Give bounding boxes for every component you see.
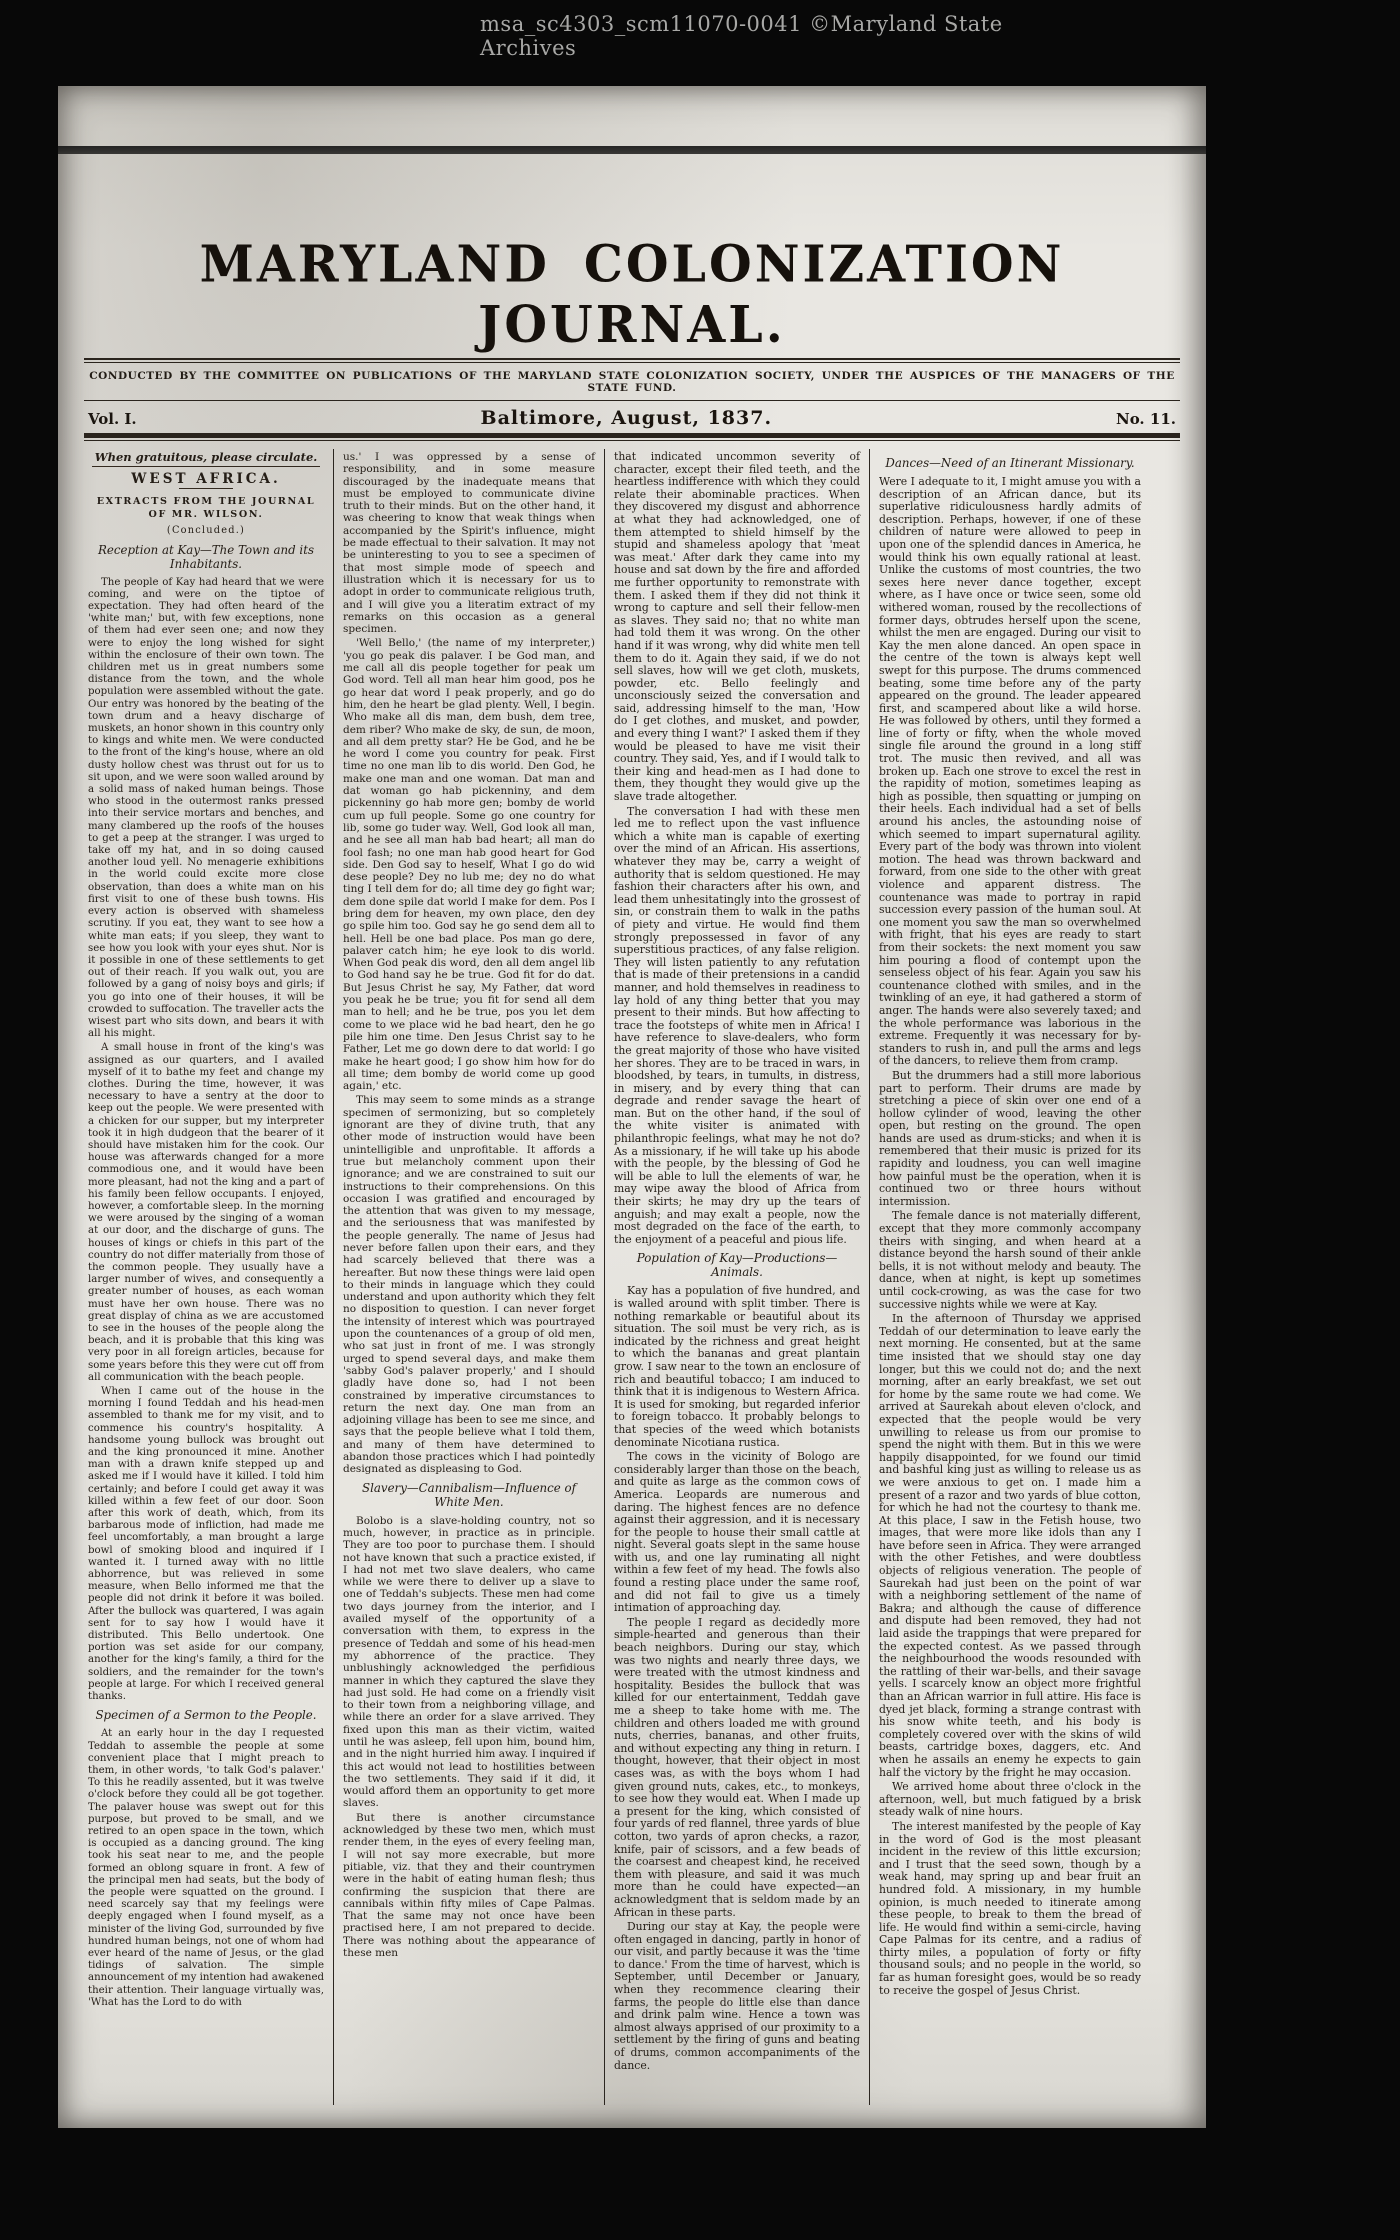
paragraph: The female dance is not materially different, except that they more commonly accompany theirs with singing, and when heard at a distance beyond the harsh sound of their ankle bells, it is not without melody and beauty. The dance, when at night, is kept up sometimes until cock-crowing, as was the case for two successive nights while we were at Kay. (879, 1209, 1141, 1311)
dateline-rule-heavy (84, 433, 1180, 438)
column-area (88, 449, 1180, 2105)
section-short-rule (179, 488, 233, 489)
column-3 (605, 449, 869, 2105)
issue-number: No. 11. (1115, 410, 1176, 428)
paragraph: We arrived home about three o'clock in the afternoon, well, but much fatigued by a brisk steady walk of nine hours. (879, 1780, 1141, 1819)
masthead-rule-2 (84, 362, 1180, 363)
paragraph: During our stay at Kay, the people were often engaged in dancing, partly in honor of our visit, and partly because it was the 'time to dance.' From the time of harvest, which is September, until December or January, when they recommence clearing their farms, the people do little else than dance and drink palm wine. Hence a town was almost always apprised of our proximity to a settlement by the firing of guns and beating of drums, common accompaniments of the dance. (614, 1920, 860, 2072)
column-4 (870, 449, 1141, 2105)
paragraph: But there is another circumstance acknowledged by these two men, which must render them, in the eyes of every feeling man, I will not say more execrable, but more pitiable, viz. that they and their countrymen were in the habit of eating human flesh; thus confirming the suspicion that there are cannibals within fifty miles of Cape Palmas. That the same may not once have been practised here, I am not prepared to decide. There was nothing about the appearance of these men (343, 1811, 595, 1960)
paragraph: us.' I was oppressed by a sense of responsibility, and in some measure discouraged by the inadequate means that must be employed to communicate divine truth to their minds. But on the other hand, it was cheering to know that weak things when accompanied by the Spirit's influence, might be made effectual to their salvation. It may not be uninteresting to you to see a specimen of that most simple mode of speech and illustration which it is necessary for us to adopt in order to communicate religious truth, and I will give you a literatim extract of my remarks on this occasion as a general specimen. (343, 451, 595, 636)
archive-watermark: msa_sc4303_scm11070-0041 ©Maryland State Archives (480, 12, 1003, 60)
masthead-rule (84, 358, 1180, 360)
volume-label: Vol. I. (88, 410, 137, 428)
paragraph: that indicated uncommon severity of character, except their filed teeth, and the heartless indifference with which they could relate their abominable practices. When they discovered my disgust and abhorrence at what they had acknowledged, one of them attempted to shield himself by the stupid and shameless apology that 'meat was meat.' After dark they came into my house and sat down by the fire and afforded me further opportunity to remonstrate with them. I asked them if they did not think it wrong to capture and sell their fellow-men as slaves. They said no; that no white man had told them it was wrong. On the other hand if it was wrong, why did white men tell them to do it. Again they said, if we do not sell slaves, how will we get cloth, muskets, powder, etc. Bello feelingly and unconsciously seized the conversation and said, addressing himself to the man, 'How do I get clothes, and musket, and powder, and every thing I want?' I asked them if they would be pleased to have me visit their country. They said, Yes, and if I would talk to their king and head-men as I had done to them, they thought they would give up the slave trade altogether. (614, 450, 860, 804)
paragraph: The interest manifested by the people of Kay in the word of God is the most pleasant incident in the review of this little excursion; and I trust that the seed sown, though by a weak hand, may spring up and bear fruit an hundred fold. A missionary, in my humble opinion, is much needed to itinerate among these people, to break to them the bread of life. He would find within a semi-circle, having Cape Palmas for its centre, and a radius of thirty miles, a population of forty or fifty thousand souls; and no people in the world, so far as human foresight goes, would be so ready to receive the gospel of Jesus Christ. (879, 1819, 1141, 1997)
heading-slavery-cannibalism: Slavery—Cannibalism—Influence of White Men. (362, 1480, 576, 1509)
dateline-rule-top (84, 400, 1180, 401)
paragraph: The conversation I had with these men led me to reflect upon the vast influence which a white man is capable of exerting over the mind of an African. His assertions, whatever they may be, carry a weight of authority that is seldom questioned. He may fashion their characters after his own, and lead them unhesitatingly into the grossest of sin, or constrain them to walk in the paths of piety and virtue. He would find them strongly prepossessed in favor of any superstitious practices, of any false religion. They will listen patiently to any refutation that is made of their pretensions in a candid manner, and hold themselves in readiness to lay hold of any thing better that you may present to their minds. But how affecting to trace the footsteps of white men in Africa! I have reference to slave-dealers, who form the great majority of those who have visited her shores. They are to be traced in wars, in bloodshed, by tears, in tumults, in distress, in misery, and by every thing that can degrade and render savage the heart of man. But on the other hand, if the soul of the white visiter is animated with philanthropic feelings, what may he not do? As a missionary, if he will take up his abode with the people, by the blessing of God he will be able to lull the elements of war, he may wipe away the blood of Africa from their skirts; he may dry up the tears of anguish; and may exalt a people, now the most degraded on the face of the earth, to the enjoyment of a peaceful and pious life. (614, 804, 860, 1246)
paragraph: This may seem to some minds as a strange specimen of sermonizing, but so completely ignorant are they of divine truth, that any other mode of instruction would have been unintelligible and unprofitable. It affords a true but melancholy comment upon their ignorance; and we are constrained to suit our instructions to their comprehensions. On this occasion I was gratified and encouraged by the attention that was given to my message, and the seriousness that was manifested by the people generally. The name of Jesus had never before fallen upon their ears, and they had scarcely believed that there was a hereafter. But now these things were laid open to their minds in language which they could understand and upon authority which they felt no disposition to question. I can never forget the intensity of interest which was pourtrayed upon the countenances of a group of old men, who sat just in front of me. I was strongly urged to spend several days, and make them 'sabby God's palaver properly,' and I should gladly have done so, had I not been constrained by imperative circumstances to return the next day. One man from an adjoining village has been to see me since, and says that the people believe what I told them, and many of them have determined to abandon those practices which I had pointedly designated as displeasing to God. (343, 1094, 595, 1476)
heading-population-of-kay: Population of Kay—Productions—Animals. (636, 1251, 838, 1280)
newspaper-page (58, 86, 1206, 2128)
dateline-rule-bottom (84, 440, 1180, 441)
paragraph: A small house in front of the king's was assigned as our quarters, and I availed myself of it to bathe my feet and change my clothes. During the time, however, it was necessary to have a sentry at the door to keep out the people. We were presented with a chicken for our supper, but my interpreter took it in high dudgeon that the bearer of it should have mistaken him for the cook. Our house was afterwards changed for a more commodious one, and it would have been more pleasant, had not the king and a part of his family been fellow occupants. I enjoyed, however, a comfortable sleep. In the morning we were aroused by the singing of a woman at our door, and the discharge of guns. The houses of kings or chiefs in this part of the country do not differ materially from those of the common people. They usually have a larger number of wives, and consequently a greater number of houses, as each woman must have her own house. There was no great display of china as we are accustomed to see in the houses of the people along the beach, and it is probable that this king was very poor in all foreign articles, because for some years before this they were cut off from all communication with the beach people. (88, 1042, 324, 1383)
paragraph: When I came out of the house in the morning I found Teddah and his head-men assembled to thank me for my visit, and to commence his country's hospitality. A handsome young bullock was brought out and the king pronounced it mine. Another man with a drawn knife stepped up and asked me if I would have it killed. I told him certainly; and before I could get away it was killed within a few feet of our door. Soon after this work of death, which, from its barbarous mode of infliction, had made me feel uncomfortably, a man brought a large bowl of smoking blood and inquired if I wanted it. I turned away with no little abhorrence, but was relieved in some measure, when Bello informed me that the people did not drink it before it was boiled. After the bullock was quartered, I was again sent for to say how I would have it distributed. This Bello undertook. One portion was set aside for our company, another for the king's family, a third for the soldiers, and the remainder for the town's people at large. For which I received general thanks. (88, 1386, 324, 1703)
masthead-title: MARYLAND COLONIZATION JOURNAL. (199, 233, 1065, 355)
page-top-shadow (58, 146, 1206, 154)
paragraph: In the afternoon of Thursday we apprised Teddah of our determination to leave early the next morning. He consented, but at the same time insisted that we should stay one day longer, but this we could not do; and the next morning, after an early breakfast, we set out for home by the same route we had come. We arrived at Saurekah about eleven o'clock, and expected that the people would be very unwilling to release us from our promise to spend the night with them. But in this we were happily disappointed, for we found our timid and bashful king just as willing to release us as we were anxious to get on. I made him a present of a razor and two yards of blue cotton, for which he had not the courtesy to thank me. At this place, I saw in the Fetish house, two images, that were more like idols than any I have before seen in Africa. They were arranged with the other Fetishes, and were doubtless objects of religious veneration. The people of Saurekah had just been on the point of war with a neighboring settlement of the name of Bakra; and although the cause of difference and dispute had been removed, they had not laid aside the trappings that were prepared for the expected contest. As we passed through the neighbourhood the woods resounded with the rattling of their war-bells, and their savage yells. I scarcely know an object more frightful than an African warrior in full attire. His face is dyed jet black, forming a strange contrast with his snow white teeth, and his body is completely covered over with the skins of wild beasts, cartridge boxes, daggers, etc. And when he assails an enemy he expects to gain half the victory by the fright he may occasion. (879, 1312, 1141, 1779)
paragraph: Bolobo is a slave-holding country, not so much, however, in practice as in principle. They are too poor to purchase them. I should not have known that such a practice existed, if I had not met two slave dealers, who came while we were there to deliver up a slave to one of Teddah's subjects. These men had come two days journey from the interior, and I availed myself of the opportunity of a conversation with them, to express in the presence of Teddah and some of his head-men my abhorrence of the practice. They unblushingly acknowledged the perfidious manner in which they captured the slave they had just sold. He had come on a friendly visit to their town from a neighboring village, and while there an order for a slave arrived. They fixed upon this man as their victim, waited until he was asleep, fell upon him, bound him, and in the night hurried him away. I inquired if this act would not lead to hostilities between the two settlements. They said if it did, it would afford them an opportunity to get more slaves. (343, 1514, 595, 1810)
circulate-rule (92, 466, 320, 467)
heading-reception-at-kay: Reception at Kay—The Town and its Inhabitants. (98, 542, 314, 571)
paragraph: 'Well Bello,' (the name of my interpreter,) 'you go peak dis palaver. I be God man, and me call all dis people together for peak um God word. Tell all man hear him good, pos he go hear dat word I peak properly, and go do him, den he heart be glad plenty. Well, I begin. Who make all dis man, dem bush, dem tree, dem riber? Who make de sky, de sun, de moon, and all dem pretty star? He be God, and he be he word I come you country for peak. First time no one man lib to dis world. Den God, he make one man and one woman. Dat man and dat woman go hab pickenniny, and dem pickenniny go hab more gen; bomby de world cum up full people. Some go one country for lib, some go tuder way. Well, God look all man, and he see all man hab bad heart; all man do fool fash; no one man hab good heart for God side. Den God say to heself, What I go do wid dese people? Dey no lub me; dey no do what ting I tell dem for do; all time dey go fight war; dem done spile dat world I make for dem. Pos I bring dem for heaven, my own place, den dey go spile him too. God say he go send dem all to hell. Hell be one bad place. Pos man go dere, palaver catch him; he eye look to dis world. When God peak dis word, den all dem angel lib to God hand say he be true. God fit for do dat. But Jesus Christ he say, My Father, dat word you peak he be true; you fit for send all dem man to hell; and he be true, pos you let dem come to we place wid he bad heart, den he go pile him one time. Den Jesus Christ say to he Father, Let me go down dere to dat world: I go make he heart good; I go show him how for do all time; dem bomby de world come up good again,' etc. (343, 637, 595, 1093)
conducted-line: CONDUCTED BY THE COMMITTEE ON PUBLICATIONS OF THE MARYLAND STATE COLONIZATION SOCIETY, UNDER THE AUSPICES OF THE MANAGERS OF THE STATE FUND. (89, 370, 1175, 394)
column-1 (88, 449, 333, 2105)
circulate-note: When gratuitous, please circulate. (94, 450, 318, 464)
dateline-row (88, 407, 1176, 429)
paragraph: At an early hour in the day I requested Teddah to assemble the people at some convenient place that I might preach to them, in other words, 'to talk God's palaver.' To this he readily assented, but it was twelve o'clock before they could all be got together. The palaver house was swept out for this purpose, but proved to be small, and we retired to an open space in the town, which is occupied as a dancing ground. The king took his seat near to me, and the people formed an oblong square in front. A few of the principal men had seats, but the body of the people were squatted on the ground. I need scarcely say that my feelings were deeply engaged when I found myself, as a minister of the living God, surrounded by five hundred human beings, not one of whom had ever heard of the name of Jesus, or the glad tidings of salvation. The simple announcement of my intention had awakened their attention. Their language virtually was, 'What has the Lord to do with (88, 1728, 324, 2008)
paragraph: The cows in the vicinity of Bologo are considerably larger than those on the beach, and quite as large as the common cows of America. Leopards are numerous and daring. The highest fences are no defence against their aggression, and it is necessary for the people to house their small cattle at night. Several goats slept in the same house with us, and one lay ruminating all night within a few feet of my head. The fowls also found a resting place under the same roof, and did not fail to give us a timely intimation of approaching day. (614, 1450, 860, 1615)
concluded-note: (Concluded.) (166, 525, 246, 537)
paragraph: But the drummers had a still more laborious part to perform. Their drums are made by stretching a piece of skin over one end of a hollow cylinder of wood, leaving the other open, but resting on the ground. The open hands are used as drum-sticks; and when it is remembered that their music is prized for its rapidity and loudness, you can well imagine how painful must be the operation, when it is continued two or three hours without intermission. (879, 1068, 1141, 1208)
paragraph: Kay has a population of five hundred, and is walled around with split timber. There is nothing remarkable or beautiful about its situation. The soil must be very rich, as is indicated by the richness and great height to which the bananas and great plantain grow. I saw near to the town an enclosure of rich and beautiful tobacco; I am induced to think that it is indigenous to Western Africa. It is used for smoking, but regarded inferior to foreign tobacco. It probably belongs to that species of the weed which botanists denominate Nicotiana rustica. (614, 1284, 860, 1449)
paragraph: The people of Kay had heard that we were coming, and were on the tiptoe of expectation. They had often heard of the 'white man;' but, with few exceptions, none of them had ever seen one; and now they were to enjoy the long wished for sight within the enclosure of their own town. The children met us in great numbers some distance from the town, and the whole population were assembled without the gate. Our entry was honored by the beating of the town drum and a heavy discharge of muskets, an honor shown in this country only to kings and white men. We were conducted to the front of the king's house, where an old dusty hollow chest was thrust out for us to sit upon, and we were soon walled around by a solid mass of naked human beings. Those who stood in the outermost ranks pressed into their service mortars and benches, and many clambered up the roofs of the houses to get a peep at the stranger. I was urged to take off my hat, and in so doing caused another loud yell. No menagerie exhibitions in the world could excite more close observation, than does a white man on his first visit to one of these bush towns. His every action is observed with shameless scrutiny. If you eat, they want to see how a white man eats; if you sleep, they want to see how you look with your eyes shut. Nor is it possible in one of these settlements to get out of their reach. If you walk out, you are followed by a gang of noisy boys and girls; if you go into one of their houses, it will be crowded to suffocation. The traveller acts the wisest part who sits down, and bears it with all his might. (88, 576, 324, 1040)
dateline-label: Baltimore, August, 1837. (480, 407, 773, 429)
column-2 (334, 449, 604, 2105)
heading-specimen-sermon: Specimen of a Sermon to the People. (95, 1708, 317, 1723)
paragraph: Were I adequate to it, I might amuse you with a description of an African dance, but its superlative ridiculousness hardly admits of description. Perhaps, however, if one of these children of nature were allowed to peep in upon one of the splendid dances in America, he would think his own equally rational at least. Unlike the customs of most countries, the two sexes here never dance together, except where, as I have once or twice seen, some old withered woman, roused by the recollections of former days, obtrudes herself upon the scene, whilst the men are engaged. During our visit to Kay the men alone danced. An open space in the centre of the town is always kept well swept for this purpose. The drums commenced beating, some time before any of the party appeared on the ground. The leader appeared first, and scampered about like a wild horse. He was followed by others, until they formed a line of forty or fifty, when the whole moved single file around the ground in a long stiff trot. The music then revived, and all was broken up. Each one strove to excel the rest in the rapidity of motion, sometimes leaping as high as possible, then squatting or jumping on their heels. Each individual had a set of bells around his ancles, the astounding noise of which seemed to impart supernatural agility. Every part of the body was thrown into violent motion. The head was thrown backward and forward, from one side to the other with great violence and apparent distress. The countenance was made to portray in rapid succession every passion of the human soul. At one moment you saw the man so overwhelmed with fright, that his eyes are ready to start from their sockets: the next moment you saw him pouring a flood of contempt upon the senseless object of his fear. Again you saw his countenance clothed with smiles, and in the twinkling of an eye, it had gathered a storm of anger. The hands were also severely taxed; and the whole performance was laborious in the extreme. Frequently it was necessary for by-standers to rush in, and pull the arms and legs of the dancers, to relieve them from cramp. (879, 475, 1141, 1068)
paragraph: The people I regard as decidedly more simple-hearted and generous than their beach neighbors. During our stay, which was two nights and nearly three days, we were treated with the utmost kindness and hospitality. Besides the bullock that was killed for our entertainment, Teddah gave me a sheep to take home with me. The children and others loaded me with ground nuts, cherries, bananas, and other fruits, and without expecting any thing in return. I thought, however, that their object in most cases was, as with the boys whom I had given ground nuts, cakes, etc., to monkeys, to see how they would eat. When I made up a present for the king, which consisted of four yards of red flannel, three yards of blue cotton, two yards of apron checks, a razor, knife, pair of scissors, and a few beads of the coarsest and cheapest kind, he received them with pleasure, and said it was much more than he could have expected—an acknowledgment that is seldom made by an African in these parts. (614, 1615, 860, 1919)
journal-subtitle: EXTRACTS FROM THE JOURNAL OF MR. WILSON. (96, 496, 316, 521)
heading-dances-missionary: Dances—Need of an Itinerant Missionary. (885, 456, 1135, 470)
section-title-west-africa: WEST AFRICA. (131, 471, 281, 488)
